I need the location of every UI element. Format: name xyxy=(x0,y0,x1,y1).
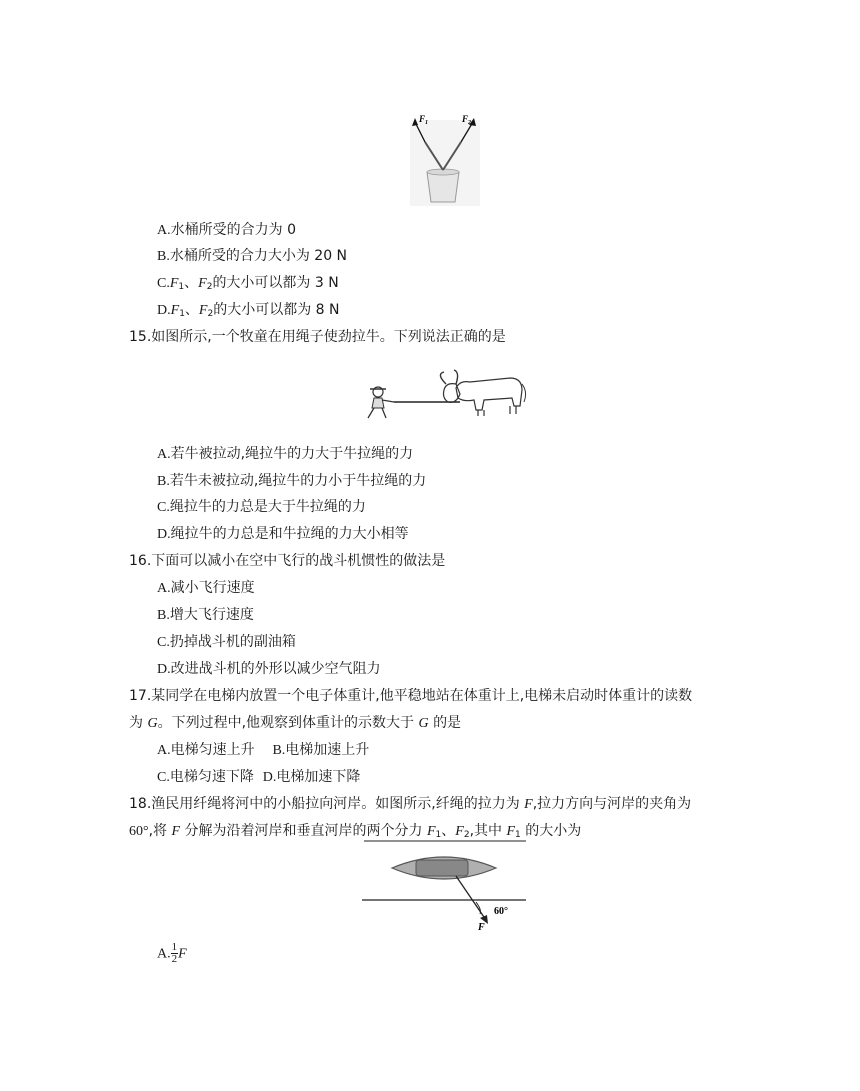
fraction: $\frac{1}{2}$ xyxy=(171,941,178,965)
boat-river-figure xyxy=(360,840,530,932)
q17-option-c[interactable]: C.电梯匀速下降 xyxy=(157,769,254,785)
q17-option-b[interactable]: B.电梯加速上升 xyxy=(272,742,370,758)
q18-option-a[interactable]: A. $\frac{1}{2}$ F xyxy=(157,941,187,965)
q14-option-d[interactable]: $D.F_1$、$F_2$的大小可以都为 8 N xyxy=(157,302,340,319)
q15-option-a[interactable]: A.若牛被拉动,绳拉牛的力大于牛拉绳的力 xyxy=(157,446,414,462)
q14-option-b[interactable]: B.水桶所受的合力大小为 20 N xyxy=(157,248,348,264)
q16-option-c[interactable]: C.扔掉战斗机的副油箱 xyxy=(157,634,296,650)
q16-stem: 16.下面可以减小在空中飞行的战斗机惯性的做法是 xyxy=(129,553,446,569)
q16-option-b[interactable]: B.增大飞行速度 xyxy=(157,607,254,623)
bucket-figure xyxy=(405,112,483,206)
force-label: F xyxy=(478,922,485,932)
f2-label: $F_2$ xyxy=(462,114,472,126)
f1-label: $F_1$ xyxy=(419,114,429,126)
q15-option-b[interactable]: B.若牛未被拉动,绳拉牛的力小于牛拉绳的力 xyxy=(157,473,427,489)
q17-options-row2 xyxy=(157,767,360,788)
q18-stem-line1: 18.渔民用纤绳将河中的小船拉向河岸。如图所示,纤绳的拉力为 F,拉力方向与河岸的夹角为 xyxy=(129,796,692,812)
q17-options-row1 xyxy=(157,740,369,761)
q17-option-d[interactable]: D.电梯加速下降 xyxy=(262,769,361,785)
angle-label: 60° xyxy=(494,906,508,917)
q17-stem-line2: 为 G。下列过程中,他观察到体重计的示数大于 G 的是 xyxy=(129,715,462,731)
q16-option-d[interactable]: D.改进战斗机的外形以减少空气阻力 xyxy=(157,661,381,677)
q17-option-a[interactable]: A.电梯匀速上升 xyxy=(157,742,255,758)
q18-stem-line2: 60°,将 F 分解为沿着河岸和垂直河岸的两个分力 $F_1$、$F_2$,其中 $F_1$ 的大小为 xyxy=(129,823,582,840)
q17-stem-line1: 17.某同学在电梯内放置一个电子体重计,他平稳地站在体重计上,电梯未启动时体重计的读数 xyxy=(129,688,693,704)
q15-stem: 15.如图所示,一个牧童在用绳子使劲拉牛。下列说法正确的是 xyxy=(129,329,506,345)
q16-option-a[interactable]: A.减小飞行速度 xyxy=(157,580,255,596)
q15-option-d[interactable]: D.绳拉牛的力总是和牛拉绳的力大小相等 xyxy=(157,526,409,542)
q14-option-a[interactable]: A.水桶所受的合力为 0 xyxy=(157,222,296,238)
q14-option-c[interactable]: $C.F_1$、$F_2$的大小可以都为 3 N xyxy=(157,275,339,292)
q15-option-c[interactable]: C.绳拉牛的力总是大于牛拉绳的力 xyxy=(157,499,366,515)
cowherd-pulling-cow-figure xyxy=(360,362,528,424)
